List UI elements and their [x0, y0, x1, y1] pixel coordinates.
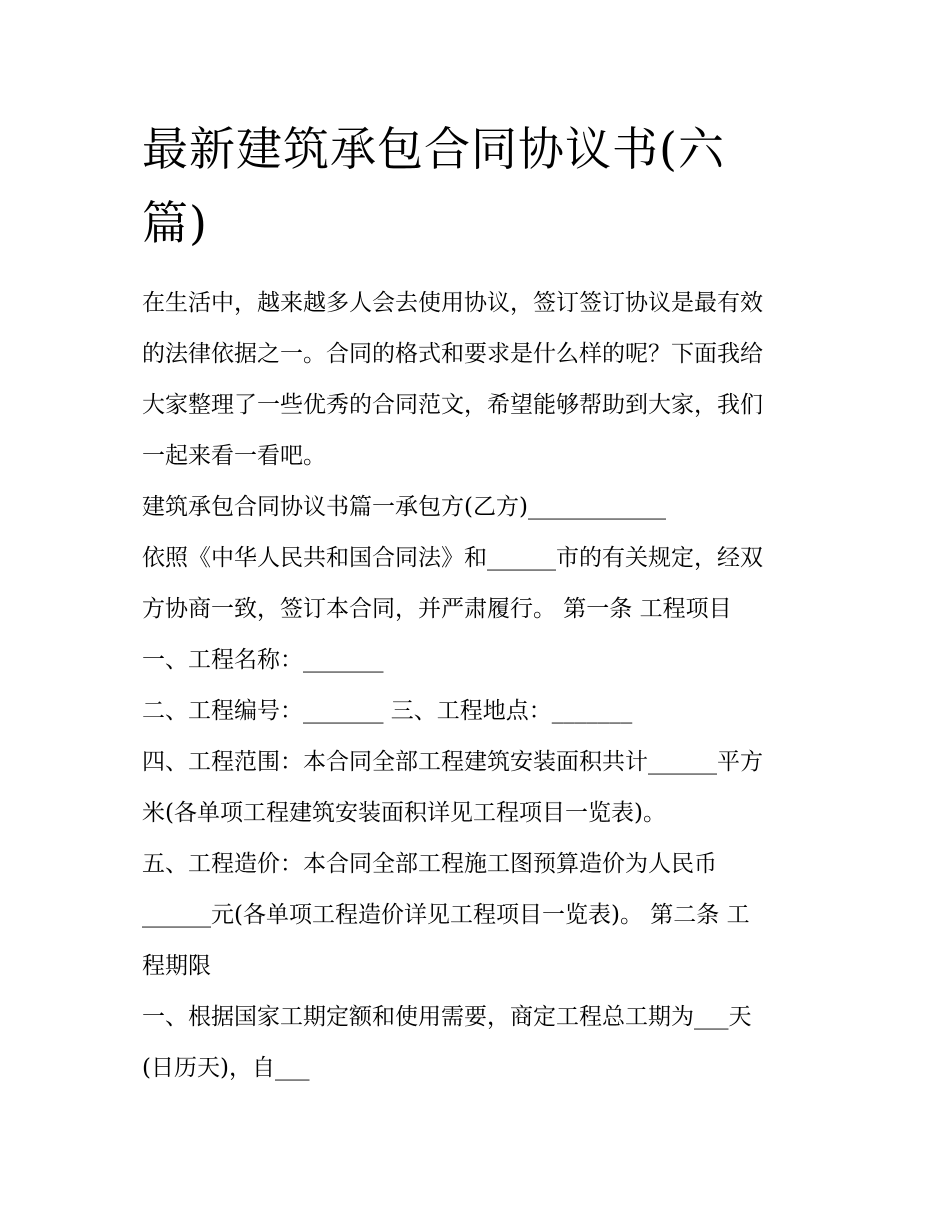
- body-line: 四、工程范围：本合同全部工程建筑安装面积共计______平方: [142, 749, 763, 775]
- body-line: 米(各单项工程建筑安装面积详见工程项目一览表)。: [142, 800, 666, 826]
- body-line: 方协商一致，签订本合同，并严肃履行。 第一条 工程项目: [142, 596, 732, 622]
- body-line: 大家整理了一些优秀的合同范文，希望能够帮助到大家，我们: [142, 392, 763, 418]
- body-line: 一、根据国家工期定额和使用需要，商定工程总工期为___天: [142, 1004, 752, 1030]
- document-body: [142, 278, 818, 1094]
- body-line: (日历天)，自___: [142, 1055, 310, 1081]
- body-line: ______元(各单项工程造价详见工程项目一览表)。 第二条 工: [142, 902, 750, 928]
- body-line: 的法律依据之一。合同的格式和要求是什么样的呢？下面我给: [142, 341, 763, 367]
- body-line: 依照《中华人民共和国合同法》和______市的有关规定，经双: [142, 545, 763, 571]
- body-line: 一起来看一看吧。: [142, 443, 326, 469]
- body-line: 五、工程造价：本合同全部工程施工图预算造价为人民币: [142, 851, 717, 877]
- body-line: 建筑承包合同协议书篇一承包方(乙方)____________: [142, 494, 666, 520]
- body-line: 二、工程编号：_______ 三、工程地点：_______: [142, 698, 633, 724]
- body-line: 在生活中，越来越多人会去使用协议，签订签订协议是最有效: [142, 290, 763, 316]
- title-line-2: 篇): [142, 196, 208, 250]
- body-line: 一、工程名称：_______: [142, 647, 384, 673]
- title-line-1: 最新建筑承包合同协议书(六: [142, 122, 725, 176]
- body-line: 程期限: [142, 953, 211, 979]
- document-title: [142, 112, 822, 260]
